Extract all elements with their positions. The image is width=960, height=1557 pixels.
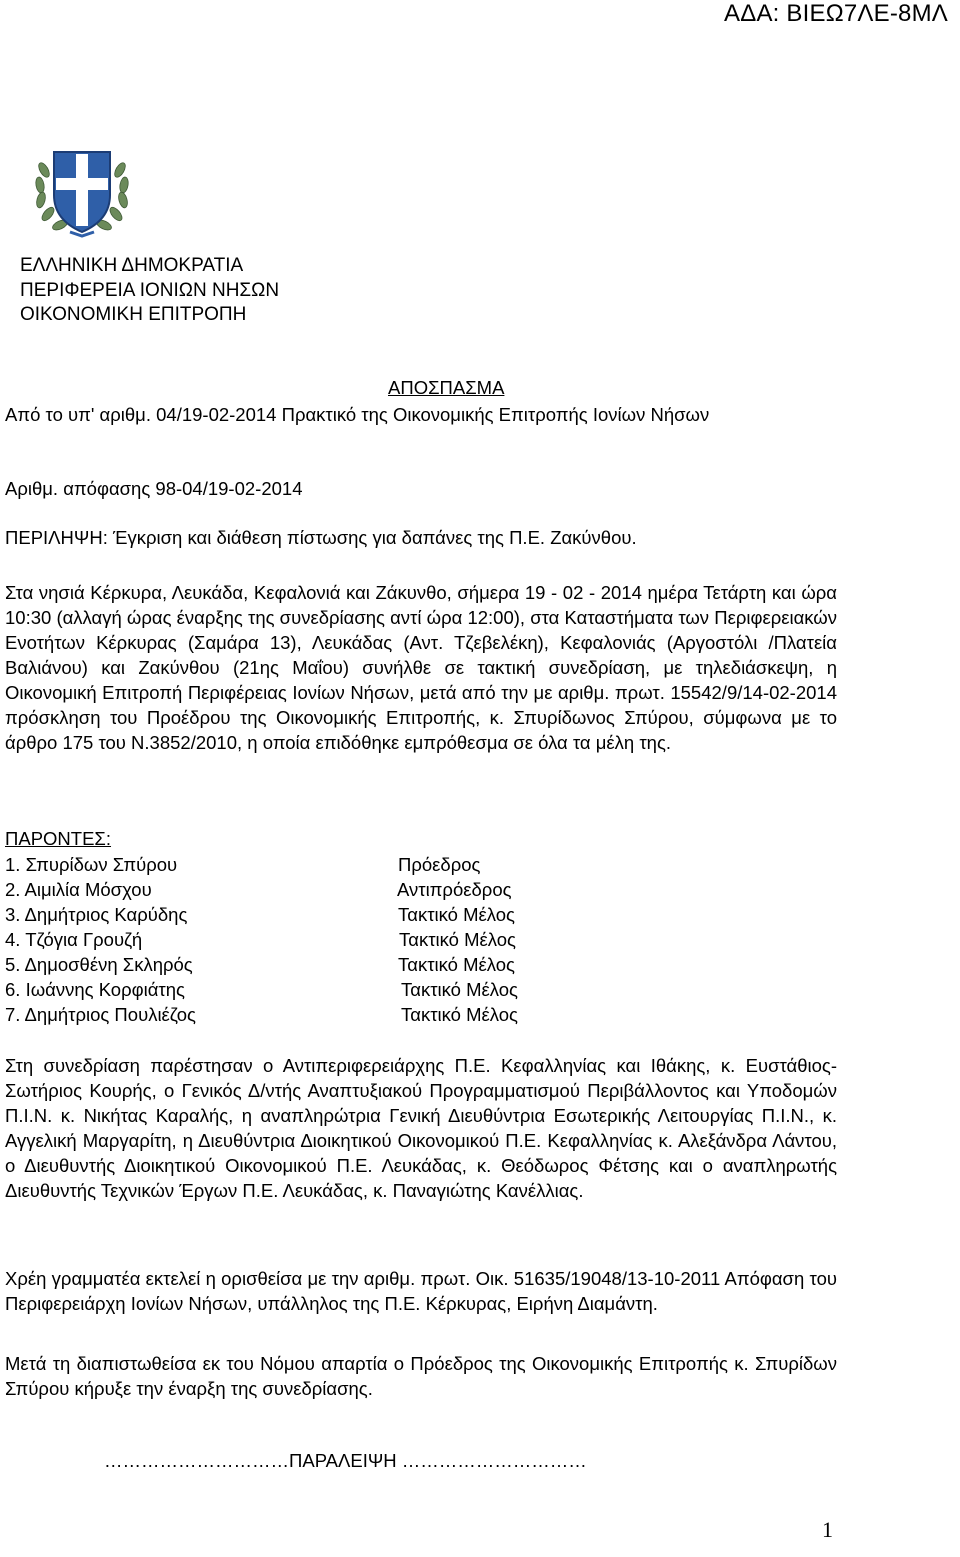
document-title: ΑΠΟΣΠΑΣΜΑ <box>388 377 505 398</box>
attendee-role: Αντιπρόεδρος <box>397 879 512 900</box>
also-present-paragraph: Στη συνεδρίαση παρέστησαν ο Αντιπεριφερειάρχης Π.Ε. Κεφαλληνίας και Ιθάκης, κ. Ευστάθιος-Σωτήριος Κουρής, ο Γενικός Δ/ντής Αναπτυξιακού Προγραμματισμού Περιβάλλοντος και Υποδομών Π.Ι.Ν. κ. Νικήτας Καραλής, η αναπληρώτρια Γενική Διευθύντρια Εσωτερικής Λειτουργίας Π.Ι.Ν., κ. Αγγελική Μαργαρίτη, η Διευθύντρια Διοικητικού Οικονομικού Π.Ε. Κεφαλληνίας κ. Αλεξάνδρα Λάντου, ο Διευθυντής Διοικητικού Οικονομικού Π.Ε. Λευκάδας, κ. Θεόδωρος Φέτσης και ο αναπληρωτής Διευθυντής Τεχνικών Έργων Π.Ε. Λευκάδας, κ. Παναγιώτης Κανέλλιας. <box>5 1055 837 1201</box>
attendee-role: Τακτικό Μέλος <box>401 1004 518 1025</box>
attendee-role: Τακτικό Μέλος <box>401 979 518 1000</box>
quorum-paragraph: Μετά τη διαπιστωθείσα εκ του Νόμου απαρτία ο Πρόεδρος της Οικονομικής Επιτροπής κ. Σπυρίδων Σπύρου κήρυξε την έναρξη της συνεδρίασης. <box>5 1353 837 1399</box>
ada-code: ΑΔΑ: ΒΙΕΩ7ΛΕ-8ΜΛ <box>724 0 948 27</box>
present-heading: ΠΑΡΟΝΤΕΣ: <box>5 828 112 849</box>
attendee-name: 3. Δημήτριος Καρύδης <box>5 904 188 925</box>
attendee-name: 7. Δημήτριος Πουλιέζος <box>5 1004 196 1025</box>
coat-of-arms-icon <box>32 140 132 240</box>
header-committee: ΟΙΚΟΝΟΜΙΚΗ ΕΠΙΤΡΟΠΗ <box>20 304 247 325</box>
attendee-name: 2. Αιμιλία Μόσχου <box>5 879 152 900</box>
omission-marker: …………………………ΠΑΡΑΛΕΙΨΗ ………………………… <box>104 1450 587 1471</box>
from-line: Από το υπ' αριθμ. 04/19-02-2014 Πρακτικό της Οικονομικής Επιτροπής Ιονίων Νήσων <box>5 404 710 425</box>
attendee-role: Πρόεδρος <box>398 854 481 875</box>
attendee-name: 6. Ιωάννης Κορφιάτης <box>5 979 185 1000</box>
page-number: 1 <box>822 1517 833 1542</box>
attendee-name: 1. Σπυρίδων Σπύρου <box>5 854 178 875</box>
attendee-role: Τακτικό Μέλος <box>398 904 515 925</box>
attendee-name: 4. Τζόγια Γρουζή <box>5 929 143 950</box>
intro-paragraph: Στα νησιά Κέρκυρα, Λευκάδα, Κεφαλονιά και Ζάκυνθο, σήμερα 19 - 02 - 2014 ημέρα Τετάρτη και ώρα 10:30 (αλλαγή ώρας έναρξης της συνεδρίασης αντί ώρα 12:00), στα Καταστήματα των Περιφερειακών Ενοτήτων Κέρκυρας (Σαμάρα 13), Λευκάδας (Αντ. Τζεβελέκη), Κεφαλονιάς (Αργοστόλι /Πλατεία Βαλιάνου) και Ζακύνθου (21ης Μαΐου) συνήλθε σε τακτική συνεδρίαση, με τηλεδιάσκεψη, η Οικονομική Επιτροπή Περιφέρειας Ιονίων Νήσων, μετά από την με αριθμ. πρωτ. 15542/9/14-02-2014 πρόσκληση του Προέδρου της Οικονομικής Επιτροπής, κ. Σπυρίδωνος Σπύρου, σύμφωνα με το άρθρο 175 του Ν.3852/2010, η οποία επιδόθηκε εμπρόθεσμα σε όλα τα μέλη της. <box>5 582 837 753</box>
secretary-paragraph: Χρέη γραμματέα εκτελεί η ορισθείσα με την αριθμ. πρωτ. Οικ. 51635/19048/13-10-2011 Απόφαση του Περιφερειάρχη Ιονίων Νήσων, υπάλληλος της Π.Ε. Κέρκυρας, Ειρήνη Διαμάντη. <box>5 1268 837 1314</box>
attendee-name: 5. Δημοσθένη Σκληρός <box>5 954 193 975</box>
decision-number: Αριθμ. απόφασης 98-04/19-02-2014 <box>5 478 303 499</box>
summary: ΠΕΡΙΛΗΨΗ: Έγκριση και διάθεση πίστωσης για δαπάνες της Π.Ε. Ζακύνθου. <box>5 527 637 548</box>
header-country: ΕΛΛΗΝΙΚΗ ΔΗΜΟΚΡΑΤΙΑ <box>20 255 244 276</box>
attendee-role: Τακτικό Μέλος <box>399 929 516 950</box>
header-region: ΠΕΡΙΦΕΡΕΙΑ ΙΟΝΙΩΝ ΝΗΣΩΝ <box>20 280 280 301</box>
attendee-role: Τακτικό Μέλος <box>398 954 515 975</box>
